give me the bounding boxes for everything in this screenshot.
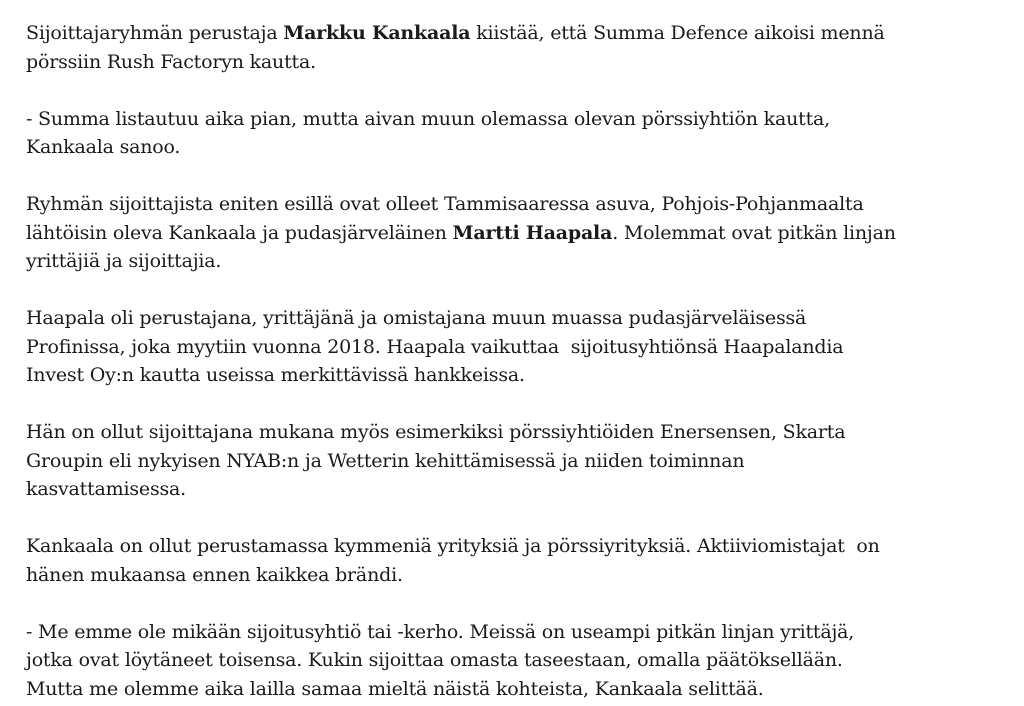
paragraph-line bbox=[26, 475, 926, 504]
article-paragraph bbox=[26, 532, 926, 589]
paragraph-line bbox=[26, 561, 926, 590]
article-body bbox=[26, 19, 926, 703]
article-paragraph bbox=[26, 19, 926, 76]
paragraph-line bbox=[26, 105, 926, 134]
paragraph-line bbox=[26, 532, 926, 561]
text-segment: jotka ovat löytäneet toisensa. Kukin sijoittaa omasta taseestaan, omalla päätöksellään. bbox=[26, 649, 843, 671]
paragraph-line bbox=[26, 618, 926, 647]
person-name: Markku Kankaala bbox=[283, 22, 471, 44]
paragraph-line bbox=[26, 418, 926, 447]
article-paragraph bbox=[26, 190, 926, 276]
article-paragraph bbox=[26, 105, 926, 162]
paragraph-line bbox=[26, 48, 926, 77]
article-paragraph bbox=[26, 304, 926, 390]
text-segment: Profinissa, joka myytiin vuonna 2018. Haapala vaikuttaa sijoitusyhtiönsä Haapalandia bbox=[26, 335, 844, 358]
text-segment: Kankaala on ollut perustamassa kymmeniä yrityksiä ja pörssiyrityksiä. Aktiiviomistajat on bbox=[26, 535, 880, 557]
text-segment: - Summa listautuu aika pian, mutta aivan muun olemassa olevan pörssiyhtiön kautta, bbox=[26, 107, 830, 130]
text-segment: . Molemmat ovat pitkän linjan bbox=[612, 221, 896, 244]
paragraph-line bbox=[26, 219, 926, 248]
paragraph-line bbox=[26, 447, 926, 476]
text-segment: Hän on ollut sijoittajana mukana myös esimerkiksi pörssiyhtiöiden Enersensen, Skarta bbox=[26, 421, 846, 443]
text-segment: yrittäjiä ja sijoittajia. bbox=[26, 250, 222, 272]
paragraph-line bbox=[26, 19, 926, 48]
text-segment: Mutta me olemme aika lailla samaa mieltä näistä kohteista, Kankaala selittää. bbox=[26, 677, 764, 700]
paragraph-line bbox=[26, 646, 926, 675]
text-segment: Invest Oy:n kautta useissa merkittävissä hankkeissa. bbox=[26, 364, 525, 386]
article-paragraph bbox=[26, 418, 926, 504]
paragraph-line bbox=[26, 333, 926, 362]
text-segment: kiistää, että Summa Defence aikoisi mennä bbox=[470, 22, 885, 44]
text-segment: pörssiin Rush Factoryn kautta. bbox=[26, 50, 316, 73]
text-segment: kasvattamisessa. bbox=[26, 478, 187, 500]
paragraph-line bbox=[26, 190, 926, 219]
text-segment: hänen mukaansa ennen kaikkea brändi. bbox=[26, 563, 403, 586]
text-segment: Groupin eli nykyisen NYAB:n ja Wetterin kehittämisessä ja niiden toiminnan bbox=[26, 449, 745, 472]
paragraph-line bbox=[26, 304, 926, 333]
text-segment: Sijoittajaryhmän perustaja bbox=[26, 22, 284, 44]
paragraph-line bbox=[26, 247, 926, 276]
text-segment: Ryhmän sijoittajista eniten esillä ovat olleet Tammisaaressa asuva, Pohjois-Pohjanmaalta bbox=[26, 193, 864, 215]
text-segment: lähtöisin oleva Kankaala ja pudasjärveläinen bbox=[26, 221, 453, 244]
text-segment: Kankaala sanoo. bbox=[26, 136, 181, 158]
text-segment: Haapala oli perustajana, yrittäjänä ja omistajana muun muassa pudasjärveläisessä bbox=[26, 307, 807, 329]
article-paragraph bbox=[26, 618, 926, 704]
text-segment: - Me emme ole mikään sijoitusyhtiö tai -kerho. Meissä on useampi pitkän linjan yrittäjä, bbox=[26, 620, 855, 643]
paragraph-line bbox=[26, 361, 926, 390]
paragraph-line bbox=[26, 133, 926, 162]
person-name: Martti Haapala bbox=[452, 221, 613, 244]
paragraph-line bbox=[26, 675, 926, 704]
